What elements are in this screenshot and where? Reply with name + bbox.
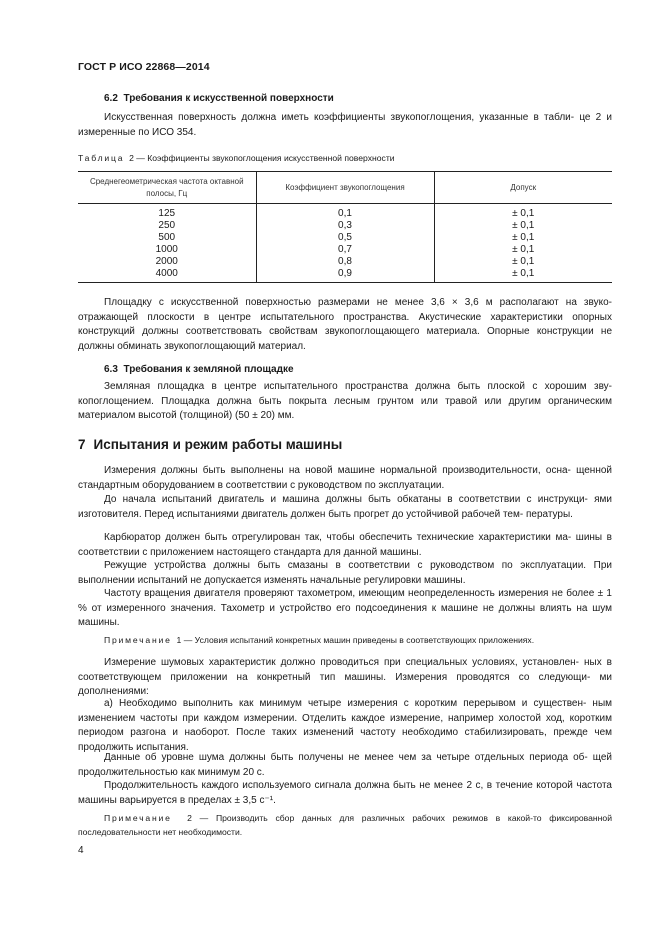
paragraph: Земляная площадка в центре испытательного пространства должна быть плоской с хорошим зву- копоглощением. Площадка должна быть покрыта лесным грунтом или травой или другим органическим материалом высотой (толщиной) (50 ± 20) мм. bbox=[78, 381, 612, 422]
document-header: ГОСТ Р ИСО 22868—2014 bbox=[78, 61, 210, 73]
paragraph: До начала испытаний двигатель и машина должны быть обкатаны в соответствии с инструкци- ями изготовителя. Перед испытаниями двигатель должен быть прогрет до устойчивой рабочей тем- пературы. bbox=[78, 494, 612, 520]
table-caption: Таблица 2 — Коэффициенты звукопоглощения искусственной поверхности bbox=[78, 153, 395, 163]
paragraph: Частоту вращения двигателя проверяют тахометром, имеющим неопределенность измерения не более ± 1 % от измеренного значения. Тахометр и устройство его подсоединения к машине не должны влиять на шум машины. bbox=[78, 588, 613, 629]
paragraph: Карбюратор должен быть отрегулирован так, чтобы обеспечить технические характеристики ма- шины в соответствии с приложением настоящего стандарта для данной машины. bbox=[78, 532, 612, 558]
section-6-3-heading bbox=[104, 364, 294, 375]
section-7-heading bbox=[78, 437, 342, 452]
section-number: 7 bbox=[78, 437, 86, 452]
section-title: Требования к земляной площадке bbox=[123, 364, 294, 375]
col-header-coefficient: Коэффициент звукопоглощения bbox=[256, 172, 434, 204]
absorption-table bbox=[78, 171, 612, 283]
table-row: 250 0,3 ± 0,1 bbox=[78, 220, 612, 232]
page-number: 4 bbox=[78, 845, 84, 856]
table-row: 500 0,5 ± 0,1 bbox=[78, 232, 612, 244]
paragraph: Продолжительность каждого используемого сигнала должна быть не менее 2 с, в течение которой частота машины варьируется в пределах ± 3,5 с⁻¹. bbox=[78, 780, 612, 806]
table-row: 2000 0,8 ± 0,1 bbox=[78, 256, 612, 268]
note-1: Примечание 1 — Условия испытаний конкретных машин приведены в соответствующих приложениях. bbox=[104, 635, 535, 645]
section-title: Испытания и режим работы машины bbox=[93, 437, 343, 452]
table-row: 125 0,1 ± 0,1 bbox=[78, 204, 612, 221]
paragraph: Искусственная поверхность должна иметь коэффициенты звукопоглощения, указанные в табли- це 2 и измеренные по ИСО 354. bbox=[78, 112, 613, 138]
section-title: Требования к искусственной поверхности bbox=[123, 93, 334, 104]
paragraph: Данные об уровне шума должны быть получены не менее чем за четыре отдельных периода об- щей продолжительностью как минимум 20 с. bbox=[78, 752, 612, 778]
col-header-tolerance: Допуск bbox=[434, 172, 612, 204]
note-2: Примечание 2 — Производить сбор данных для различных рабочих режимов в какой-то фиксированной последовательности нет необходимости. bbox=[78, 813, 612, 837]
table-row: 1000 0,7 ± 0,1 bbox=[78, 244, 612, 256]
section-number: 6.2 bbox=[104, 93, 118, 104]
table-header-row bbox=[78, 172, 612, 204]
col-header-frequency: Среднегеометрическая частота октавной полосы, Гц bbox=[78, 172, 256, 204]
section-6-2-heading bbox=[104, 93, 334, 104]
paragraph: Площадку с искусственной поверхностью размерами не менее 3,6 × 3,6 м располагают на звуко- отражающей плоскости в центре испытательного пространства. Акустические характеристики опорных конструкций должны соответствовать свойствам звукопоглощающего материала. Опорные конструкции не должны обминать звукопоглощающий материал. bbox=[78, 297, 613, 352]
section-number: 6.3 bbox=[104, 364, 118, 375]
paragraph: Режущие устройства должны быть смазаны в соответствии с руководством по эксплуатации. При выполнении испытаний не допускается изменять начальные регулировки машины. bbox=[78, 560, 612, 586]
paragraph: а) Необходимо выполнить как минимум четыре измерения с коротким перерывом и существен- ным изменением частоты при каждом измерении. Отделить каждое измерение, например холостой ход, коротким периодом разгона и наоборот. После таких изменений частоту необходимо стабилизировать, прежде чем продолжить испытания. bbox=[78, 698, 613, 753]
paragraph: Измерения должны быть выполнены на новой машине нормальной производительности, осна- щенной стандартным оборудованием в соответствии с руководством по эксплуатации. bbox=[78, 465, 612, 491]
paragraph: Измерение шумовых характеристик должно проводиться при специальных условиях, установлен- ных в соответствующем приложении на конкретный тип машины. Измерения проводятся со следующи- ми дополнениями: bbox=[78, 657, 613, 698]
table-row: 4000 0,9 ± 0,1 bbox=[78, 268, 612, 283]
